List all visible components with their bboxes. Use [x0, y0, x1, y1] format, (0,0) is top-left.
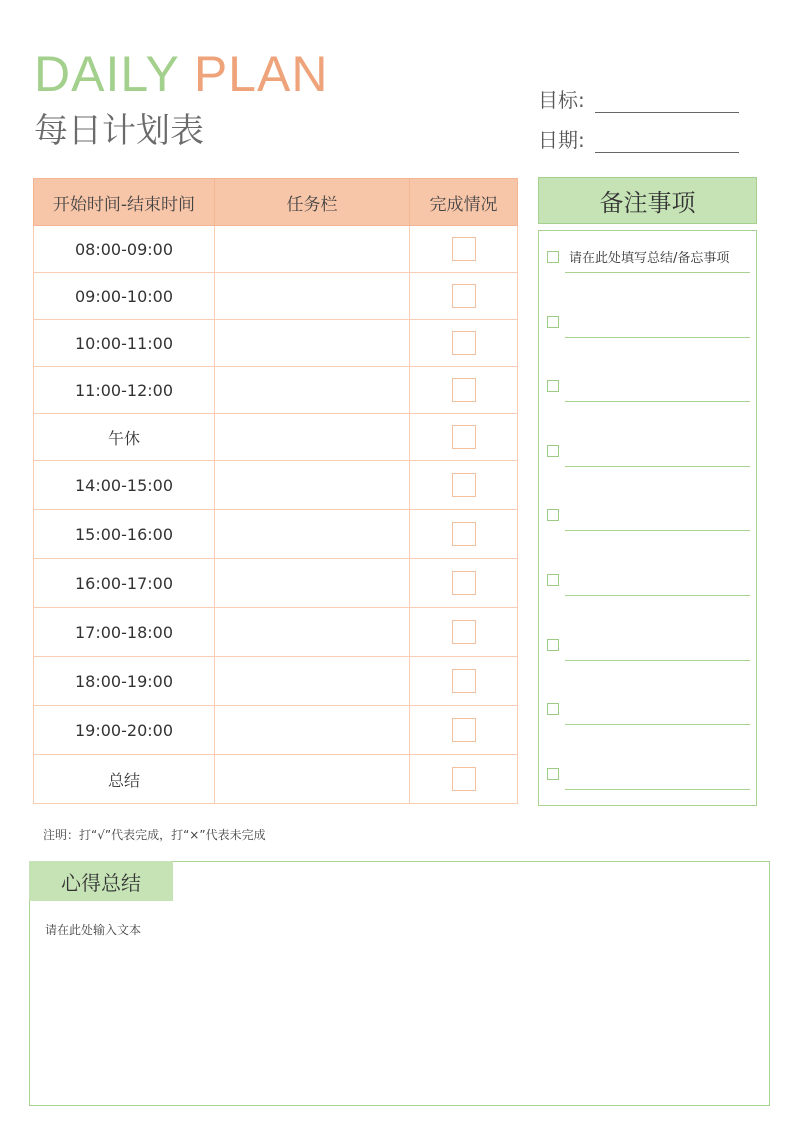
note-checkbox[interactable] — [547, 509, 559, 521]
status-cell — [410, 414, 518, 461]
task-cell[interactable] — [215, 367, 410, 414]
schedule-row — [34, 559, 518, 608]
time-slot: 08:00-09:00 — [34, 226, 215, 273]
status-cell — [410, 608, 518, 657]
schedule-row — [34, 706, 518, 755]
note-item[interactable] — [547, 247, 750, 267]
task-cell[interactable] — [215, 273, 410, 320]
date-field[interactable] — [595, 132, 739, 153]
schedule-row — [34, 320, 518, 367]
completion-checkbox[interactable] — [452, 571, 476, 595]
notes-header: 备注事项 — [538, 177, 757, 224]
note-line — [565, 595, 750, 596]
time-slot: 19:00-20:00 — [34, 706, 215, 755]
header-task: 任务栏 — [215, 179, 410, 226]
note-checkbox[interactable] — [547, 703, 559, 715]
note-item[interactable] — [547, 441, 750, 461]
footnote: 注明：打“√”代表完成，打“×”代表未完成 — [43, 828, 266, 842]
completion-checkbox[interactable] — [452, 767, 476, 791]
completion-checkbox[interactable] — [452, 718, 476, 742]
title-daily: DAILY — [34, 46, 179, 102]
task-cell[interactable] — [215, 414, 410, 461]
note-line — [565, 337, 750, 338]
schedule-row — [34, 657, 518, 706]
status-cell — [410, 226, 518, 273]
schedule-row — [34, 461, 518, 510]
page-title: 每日计划表 — [34, 111, 204, 151]
status-cell — [410, 657, 518, 706]
date-row — [538, 124, 739, 153]
schedule-row — [34, 414, 518, 461]
goal-label: 目标: — [538, 88, 585, 112]
completion-checkbox[interactable] — [452, 237, 476, 261]
note-text: 请在此处填写总结/备忘事项 — [569, 251, 730, 266]
reflection-placeholder[interactable]: 请在此处输入文本 — [45, 923, 142, 937]
note-checkbox[interactable] — [547, 574, 559, 586]
status-cell — [410, 367, 518, 414]
completion-checkbox[interactable] — [452, 331, 476, 355]
note-line — [565, 401, 750, 402]
completion-checkbox[interactable] — [452, 473, 476, 497]
time-slot: 14:00-15:00 — [34, 461, 215, 510]
note-line — [565, 530, 750, 531]
note-checkbox[interactable] — [547, 445, 559, 457]
note-line — [565, 466, 750, 467]
status-cell — [410, 755, 518, 804]
task-cell[interactable] — [215, 461, 410, 510]
time-slot: 09:00-10:00 — [34, 273, 215, 320]
note-checkbox[interactable] — [547, 639, 559, 651]
note-item[interactable] — [547, 699, 750, 719]
schedule-row — [34, 226, 518, 273]
note-line — [565, 724, 750, 725]
note-line — [565, 272, 750, 273]
date-label: 日期: — [538, 128, 585, 152]
time-slot: 18:00-19:00 — [34, 657, 215, 706]
task-cell[interactable] — [215, 510, 410, 559]
task-cell[interactable] — [215, 559, 410, 608]
schedule-row — [34, 608, 518, 657]
status-cell — [410, 559, 518, 608]
completion-checkbox[interactable] — [452, 425, 476, 449]
completion-checkbox[interactable] — [452, 378, 476, 402]
note-item[interactable] — [547, 376, 750, 396]
note-line — [565, 660, 750, 661]
status-cell — [410, 273, 518, 320]
status-cell — [410, 320, 518, 367]
time-slot: 15:00-16:00 — [34, 510, 215, 559]
schedule-table — [33, 178, 518, 804]
schedule-header-row — [34, 179, 518, 226]
status-cell — [410, 510, 518, 559]
schedule-row — [34, 510, 518, 559]
note-line — [565, 789, 750, 790]
time-slot: 总结 — [34, 755, 215, 804]
time-slot: 10:00-11:00 — [34, 320, 215, 367]
note-item[interactable] — [547, 312, 750, 332]
schedule-row — [34, 367, 518, 414]
note-item[interactable] — [547, 635, 750, 655]
note-item[interactable] — [547, 570, 750, 590]
completion-checkbox[interactable] — [452, 522, 476, 546]
time-slot: 16:00-17:00 — [34, 559, 215, 608]
note-checkbox[interactable] — [547, 768, 559, 780]
notes-panel — [538, 230, 757, 806]
note-checkbox[interactable] — [547, 316, 559, 328]
note-item[interactable] — [547, 764, 750, 784]
task-cell[interactable] — [215, 755, 410, 804]
task-cell[interactable] — [215, 706, 410, 755]
task-cell[interactable] — [215, 608, 410, 657]
time-slot: 午休 — [34, 414, 215, 461]
header-time: 开始时间-结束时间 — [34, 179, 215, 226]
status-cell — [410, 706, 518, 755]
time-slot: 11:00-12:00 — [34, 367, 215, 414]
task-cell[interactable] — [215, 320, 410, 367]
note-checkbox[interactable] — [547, 251, 559, 263]
header-status: 完成情况 — [410, 179, 518, 226]
schedule-row — [34, 755, 518, 804]
goal-field[interactable] — [595, 92, 739, 113]
task-cell[interactable] — [215, 657, 410, 706]
reflection-title: 心得总结 — [29, 861, 173, 901]
title-plan: PLAN — [193, 46, 329, 102]
completion-checkbox[interactable] — [452, 284, 476, 308]
note-checkbox[interactable] — [547, 380, 559, 392]
title-english — [34, 44, 328, 104]
completion-checkbox[interactable] — [452, 620, 476, 644]
completion-checkbox[interactable] — [452, 669, 476, 693]
schedule-row — [34, 273, 518, 320]
task-cell[interactable] — [215, 226, 410, 273]
note-item[interactable] — [547, 505, 750, 525]
goal-row — [538, 84, 739, 113]
status-cell — [410, 461, 518, 510]
time-slot: 17:00-18:00 — [34, 608, 215, 657]
